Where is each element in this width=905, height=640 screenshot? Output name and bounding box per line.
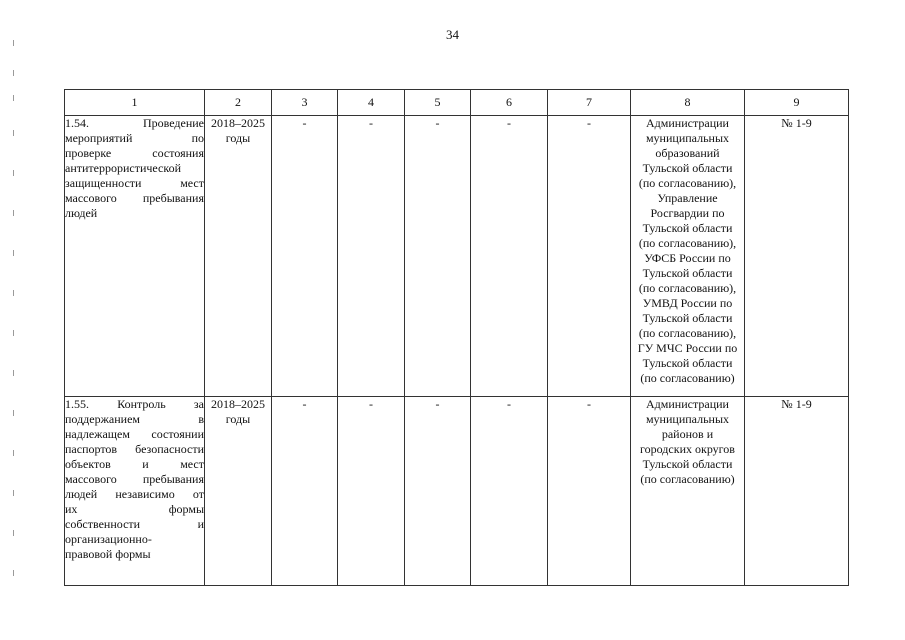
text-line: собственности и — [65, 517, 204, 531]
text-line: Тульской области — [642, 161, 733, 175]
text-line: правовой формы — [65, 547, 151, 561]
text-line: (по согласованию) — [640, 472, 735, 486]
text-line: годы — [225, 131, 251, 145]
text-line: Администрации — [646, 116, 729, 130]
text-line: Администрации — [646, 397, 729, 411]
column-header: 8 — [631, 90, 745, 116]
text-line: УФСБ России по — [644, 251, 731, 265]
text-line: (по согласованию), — [638, 326, 737, 340]
text-line: массового пребывания — [65, 472, 204, 486]
text-line: Тульской области — [642, 457, 733, 471]
text-line: муниципальных — [645, 131, 730, 145]
text-line: поддержанием в — [65, 412, 204, 426]
column-header: 9 — [745, 90, 849, 116]
column-header: 7 — [548, 90, 631, 116]
value-cell: - — [272, 397, 338, 586]
text-line: районов и — [661, 427, 714, 441]
table-header-row — [65, 90, 849, 116]
value-cell: - — [338, 397, 405, 586]
text-line: организационно- — [65, 532, 152, 546]
period-cell — [205, 116, 272, 397]
text-line: паспортов безопасности — [65, 442, 204, 456]
indicator-cell: № 1-9 — [745, 397, 849, 586]
text-line: (по согласованию), — [638, 176, 737, 190]
value-cell: - — [471, 116, 548, 397]
measure-description — [65, 397, 205, 586]
measures-table — [64, 89, 849, 586]
text-line: Тульской области — [642, 356, 733, 370]
text-line: 2018–2025 — [211, 397, 265, 411]
text-line: антитеррористической — [65, 161, 182, 175]
text-line: образований — [655, 146, 720, 160]
text-line: годы — [225, 412, 251, 426]
value-cell: - — [405, 116, 471, 397]
executors-cell — [631, 397, 745, 586]
text-line: их формы — [65, 502, 204, 516]
table-row — [65, 397, 849, 586]
margin-binding-marks — [13, 40, 15, 600]
text-line: объектов и мест — [65, 457, 204, 471]
text-line: 2018–2025 — [211, 116, 265, 130]
text-line: защищенности мест — [65, 176, 204, 190]
text-line: надлежащем состоянии — [65, 427, 204, 441]
text-line: Росгвардии по — [650, 206, 725, 220]
text-line: мероприятий по — [65, 131, 204, 145]
text-line: Тульской области — [642, 221, 733, 235]
period-cell — [205, 397, 272, 586]
text-line: Тульской области — [642, 311, 733, 325]
text-line: УМВД России по — [642, 296, 733, 310]
value-cell: - — [548, 116, 631, 397]
text-line: людей — [65, 206, 98, 220]
value-cell: - — [471, 397, 548, 586]
text-line: муниципальных — [645, 412, 730, 426]
text-line: Управление — [657, 191, 718, 205]
text-line: людей независимо от — [65, 487, 204, 501]
value-cell: - — [272, 116, 338, 397]
column-header: 2 — [205, 90, 272, 116]
column-header: 6 — [471, 90, 548, 116]
text-line: проверке состояния — [65, 146, 204, 160]
text-line: 1.54. Проведение — [65, 116, 204, 130]
value-cell: - — [548, 397, 631, 586]
column-header: 5 — [405, 90, 471, 116]
value-cell: - — [338, 116, 405, 397]
page-number: 34 — [446, 27, 459, 42]
text-line: ГУ МЧС России по — [637, 341, 738, 355]
measure-description — [65, 116, 205, 397]
executors-cell — [631, 116, 745, 397]
value-cell: - — [405, 397, 471, 586]
text-line: городских округов — [640, 442, 735, 456]
column-header: 1 — [65, 90, 205, 116]
table-row — [65, 116, 849, 397]
text-line: (по согласованию), — [638, 281, 737, 295]
text-line: (по согласованию) — [640, 371, 735, 385]
text-line: Тульской области — [642, 266, 733, 280]
text-line: (по согласованию), — [638, 236, 737, 250]
indicator-cell: № 1-9 — [745, 116, 849, 397]
column-header: 4 — [338, 90, 405, 116]
text-line: 1.55. Контроль за — [65, 397, 204, 411]
column-header: 3 — [272, 90, 338, 116]
text-line: массового пребывания — [65, 191, 204, 205]
